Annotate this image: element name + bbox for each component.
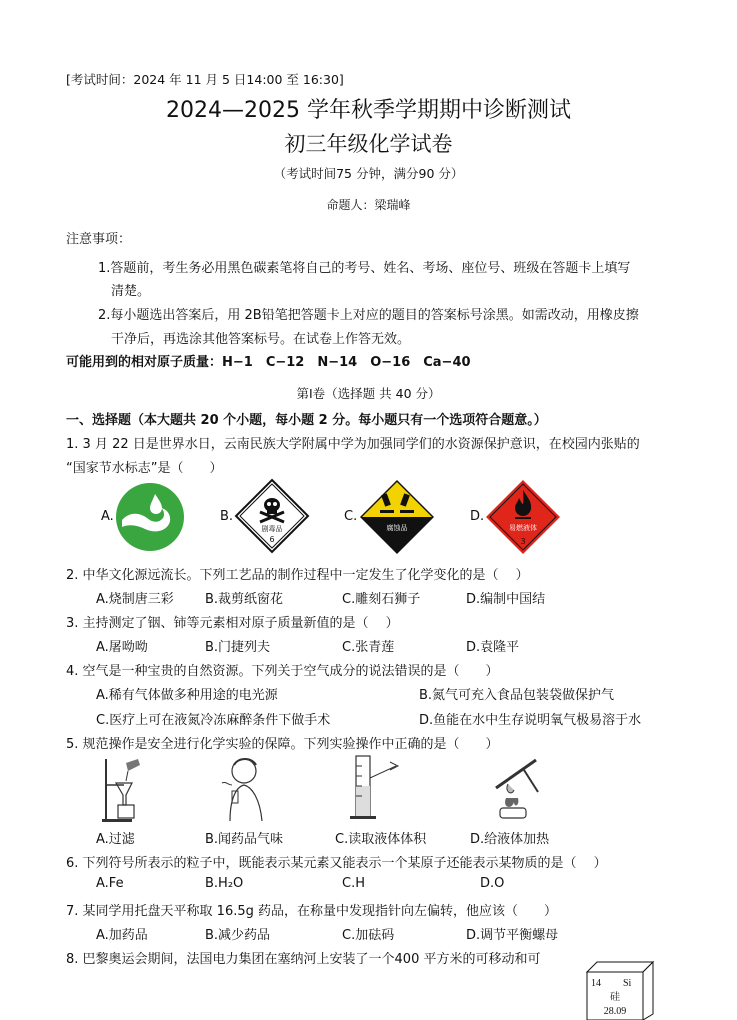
q5-option-d: D.给液体加热: [470, 832, 550, 847]
q2-option-c: C.雕刻石狮子: [342, 592, 421, 607]
q7-option-b: B.减少药品: [205, 928, 271, 943]
q4-option-d: D.鱼能在水中生存说明氧气极易溶于水: [419, 713, 642, 728]
question-4-text: 4. 空气是一种宝贵的自然资源。下列关于空气成分的说法错误的是（ ）: [66, 664, 499, 679]
q3-option-c: C.张青莲: [342, 640, 395, 655]
q5-option-a: A.过滤: [96, 832, 135, 847]
graduated-cylinder-icon: [344, 752, 404, 822]
q3-option-a: A.屠呦呦: [96, 640, 148, 655]
exam-time-header: [考试时间：2024 年 11 月 5 日14:00 至 16:30]: [66, 72, 344, 87]
q7-option-a: A.加药品: [96, 928, 148, 943]
q1-option-b-label: B.: [220, 509, 234, 524]
q6-option-d: D.O: [480, 876, 505, 891]
q4-option-a: A.稀有气体做多种用途的电光源: [96, 688, 278, 703]
flammable-caption: 易燃液体: [509, 524, 537, 532]
q5-option-b: B.闻药品气味: [205, 832, 284, 847]
exam-info: （考试时间75 分钟，满分90 分）: [273, 166, 464, 181]
flammable-hazard-icon: [484, 478, 562, 556]
q6-option-a: A.Fe: [96, 876, 124, 891]
q1-option-c-label: C.: [344, 509, 358, 524]
heating-liquid-icon: [484, 752, 554, 822]
q7-option-c: C.加砝码: [342, 928, 395, 943]
q2-option-d: D.编制中国结: [466, 592, 546, 607]
smelling-chemical-icon: [214, 755, 270, 823]
question-1-text-cont: “国家节水标志”是（ ）: [66, 461, 223, 476]
q2-option-b: B.裁剪纸窗花: [205, 592, 284, 607]
q4-option-b: B.氮气可充入食品包装袋做保护气: [419, 688, 615, 703]
section-title: 一、选择题（本大题共 20 个小题，每小题 2 分。每小题只有一个选项符合题意。）: [66, 413, 547, 428]
toxic-hazard-icon: [234, 478, 310, 554]
q7-option-d: D.调节平衡螺母: [466, 928, 559, 943]
filtration-apparatus-icon: [96, 755, 146, 823]
notice-item-1-cont: 清楚。: [111, 284, 151, 299]
q5-option-c: C.读取液体体积: [335, 832, 427, 847]
notice-title: 注意事项：: [66, 232, 132, 247]
q1-option-d-label: D.: [470, 509, 485, 524]
notice-item-1: 1.答题前，考生务必用黑色碳素笔将自己的考号、姓名、考场、座位号、班级在答题卡上填写: [98, 261, 631, 276]
flammable-class-number: 3: [520, 537, 526, 546]
notice-item-2-cont: 干净后，再选涂其他答案标号。在试卷上作答无效。: [111, 332, 411, 347]
element-number: 14: [591, 978, 601, 989]
q6-option-b: B.H₂O: [205, 876, 244, 891]
element-symbol: Si: [623, 978, 632, 989]
question-7-text: 7. 某同学用托盘天平称取 16.5g 药品，在称量中发现指针向左偏转，他应该（ ）: [66, 904, 557, 919]
q6-option-c: C.H: [342, 876, 365, 891]
q1-option-a-label: A.: [101, 509, 114, 524]
question-1-text: 1. 3 月 22 日是世界水日，云南民族大学附属中学为加强同学们的水资源保护意识，在校园内张贴的: [66, 437, 640, 452]
question-5-text: 5. 规范操作是安全进行化学实验的保障。下列实验操作中正确的是（ ）: [66, 737, 499, 752]
element-name: 硅: [610, 992, 620, 1003]
q4-option-c: C.医疗上可在液氮冷冻麻醉条件下做手术: [96, 713, 331, 728]
toxic-caption: 剧毒品: [261, 525, 283, 533]
page-title: 2024—2025 学年秋季学期期中诊断测试: [166, 98, 571, 123]
question-8-text: 8. 巴黎奥运会期间，法国电力集团在塞纳河上安装了一个400 平方米的可移动和可: [66, 952, 541, 967]
question-2-text: 2. 中华文化源远流长。下列工艺品的制作过程中一定发生了化学变化的是（ ）: [66, 568, 529, 583]
corrosive-caption: 腐蚀品: [386, 524, 408, 532]
q2-option-a: A.烧制唐三彩: [96, 592, 174, 607]
page-subtitle: 初三年级化学试卷: [284, 132, 453, 156]
question-3-text: 3. 主持测定了铟、铈等元素相对原子质量新值的是（ ）: [66, 616, 399, 631]
corrosive-hazard-icon: [358, 478, 436, 556]
question-6-text: 6. 下列符号所表示的粒子中，既能表示某元素又能表示一个某原子还能表示某物质的是（ ）: [66, 856, 607, 871]
atomic-masses: 可能用到的相对原子质量：H−1 C−12 N−14 O−16 Ca−40: [66, 355, 471, 370]
author-line: 命题人：梁瑞峰: [326, 198, 411, 212]
water-saving-icon: [115, 482, 185, 552]
silicon-element-card: [585, 958, 655, 1020]
part-title: 第Ⅰ卷（选择题 共 40 分）: [296, 386, 441, 401]
q3-option-b: B.门捷列夫: [205, 640, 271, 655]
q3-option-d: D.袁隆平: [466, 640, 520, 655]
element-mass: 28.09: [603, 1006, 627, 1017]
toxic-class-number: 6: [269, 535, 275, 544]
notice-item-2: 2.每小题选出答案后，用 2B铅笔把答题卡上对应的题目的答案标号涂黑。如需改动，用橡皮擦: [98, 308, 639, 323]
